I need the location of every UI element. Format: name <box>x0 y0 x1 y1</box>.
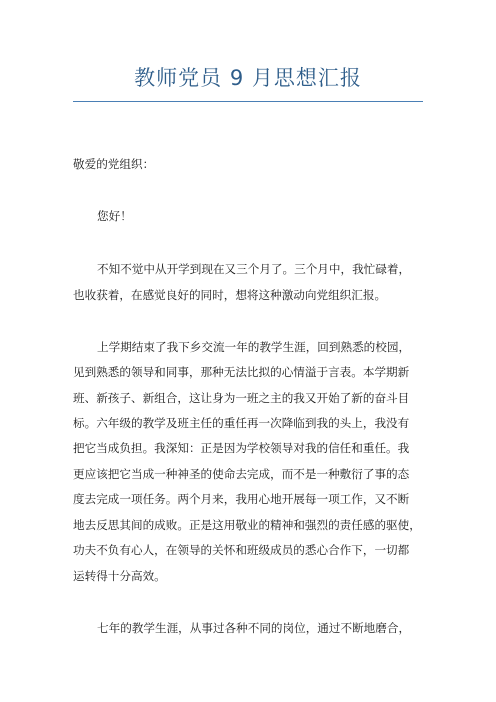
paragraph-line: 不知不觉中从开学到现在又三个月了。三个月中，我忙碌着， <box>97 262 411 276</box>
salutation: 敬爱的党组织： <box>73 157 155 171</box>
paragraph-line: 运转得十分高效。 <box>73 569 166 583</box>
paragraph-line: 功夫不负有心人，在领导的关怀和班级成员的悉心合作下，一切都 <box>73 543 410 557</box>
paragraph-line: 班、新孩子、新组合，这让身为一班之主的我又开始了新的奋斗目 <box>73 391 410 405</box>
paragraph-line: 标。六年级的教学及班主任的重任再一次降临到我的头上，我没有 <box>73 416 410 430</box>
paragraph-line: 七年的教学生涯，从事过各种不同的岗位，通过不断地磨合， <box>97 621 411 635</box>
paragraph-line: 上学期结束了我下乡交流一年的教学生涯，回到熟悉的校园， <box>97 340 411 354</box>
paragraph-line: 见到熟悉的领导和同事，那种无法比拟的心情溢于言表。本学期新 <box>73 365 410 379</box>
paragraph-line: 度去完成一项任务。两个月来，我用心地开展每一项工作，又不断 <box>73 492 410 506</box>
title-divider <box>73 101 423 102</box>
paragraph-line: 把它当成负担。我深知：正是因为学校领导对我的信任和重任。我 <box>73 441 410 455</box>
paragraph-line: 更应该把它当成一种神圣的使命去完成，而不是一种敷衍了事的态 <box>73 467 410 481</box>
document-title: 教师党员 9 月思想汇报 <box>134 66 362 90</box>
greeting: 您好！ <box>97 209 132 223</box>
paragraph-line: 也收获着，在感觉良好的同时，想将这种激动向党组织汇报。 <box>73 288 387 302</box>
paragraph-line: 地去反思其间的成败。正是这用敬业的精神和强烈的责任感的驱使， <box>73 518 421 532</box>
